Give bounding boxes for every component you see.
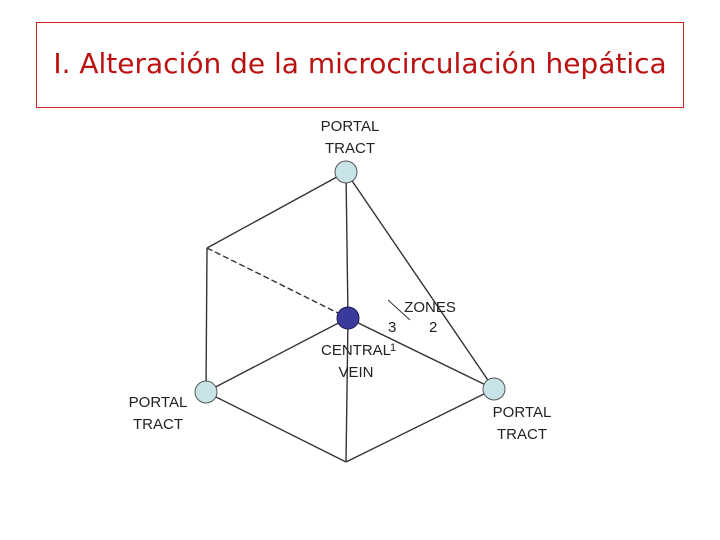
label-zone-1: 1 xyxy=(390,342,397,354)
label-central-vein: CENTRAL VEIN xyxy=(320,342,391,381)
edge-bottom-left xyxy=(206,392,346,462)
label-zone-3: 3 xyxy=(388,319,397,336)
portal-node-right xyxy=(483,378,505,400)
edge-top-left xyxy=(207,172,346,248)
label-portal-right: PORTAL TRACT xyxy=(492,404,552,443)
portal-node-top xyxy=(335,161,357,183)
label-zone-2: 2 xyxy=(429,319,438,336)
label-zones: ZONES xyxy=(404,299,456,316)
label-portal-left: PORTAL TRACT xyxy=(128,394,188,433)
central-vein-node xyxy=(337,307,359,329)
slide-title: I. Alteración de la microcirculación hepática xyxy=(53,47,667,80)
label-portal-top: PORTAL TRACT xyxy=(320,118,380,157)
spoke-top xyxy=(346,172,348,318)
spoke-upper-left xyxy=(207,248,348,318)
edge-left xyxy=(206,248,207,392)
